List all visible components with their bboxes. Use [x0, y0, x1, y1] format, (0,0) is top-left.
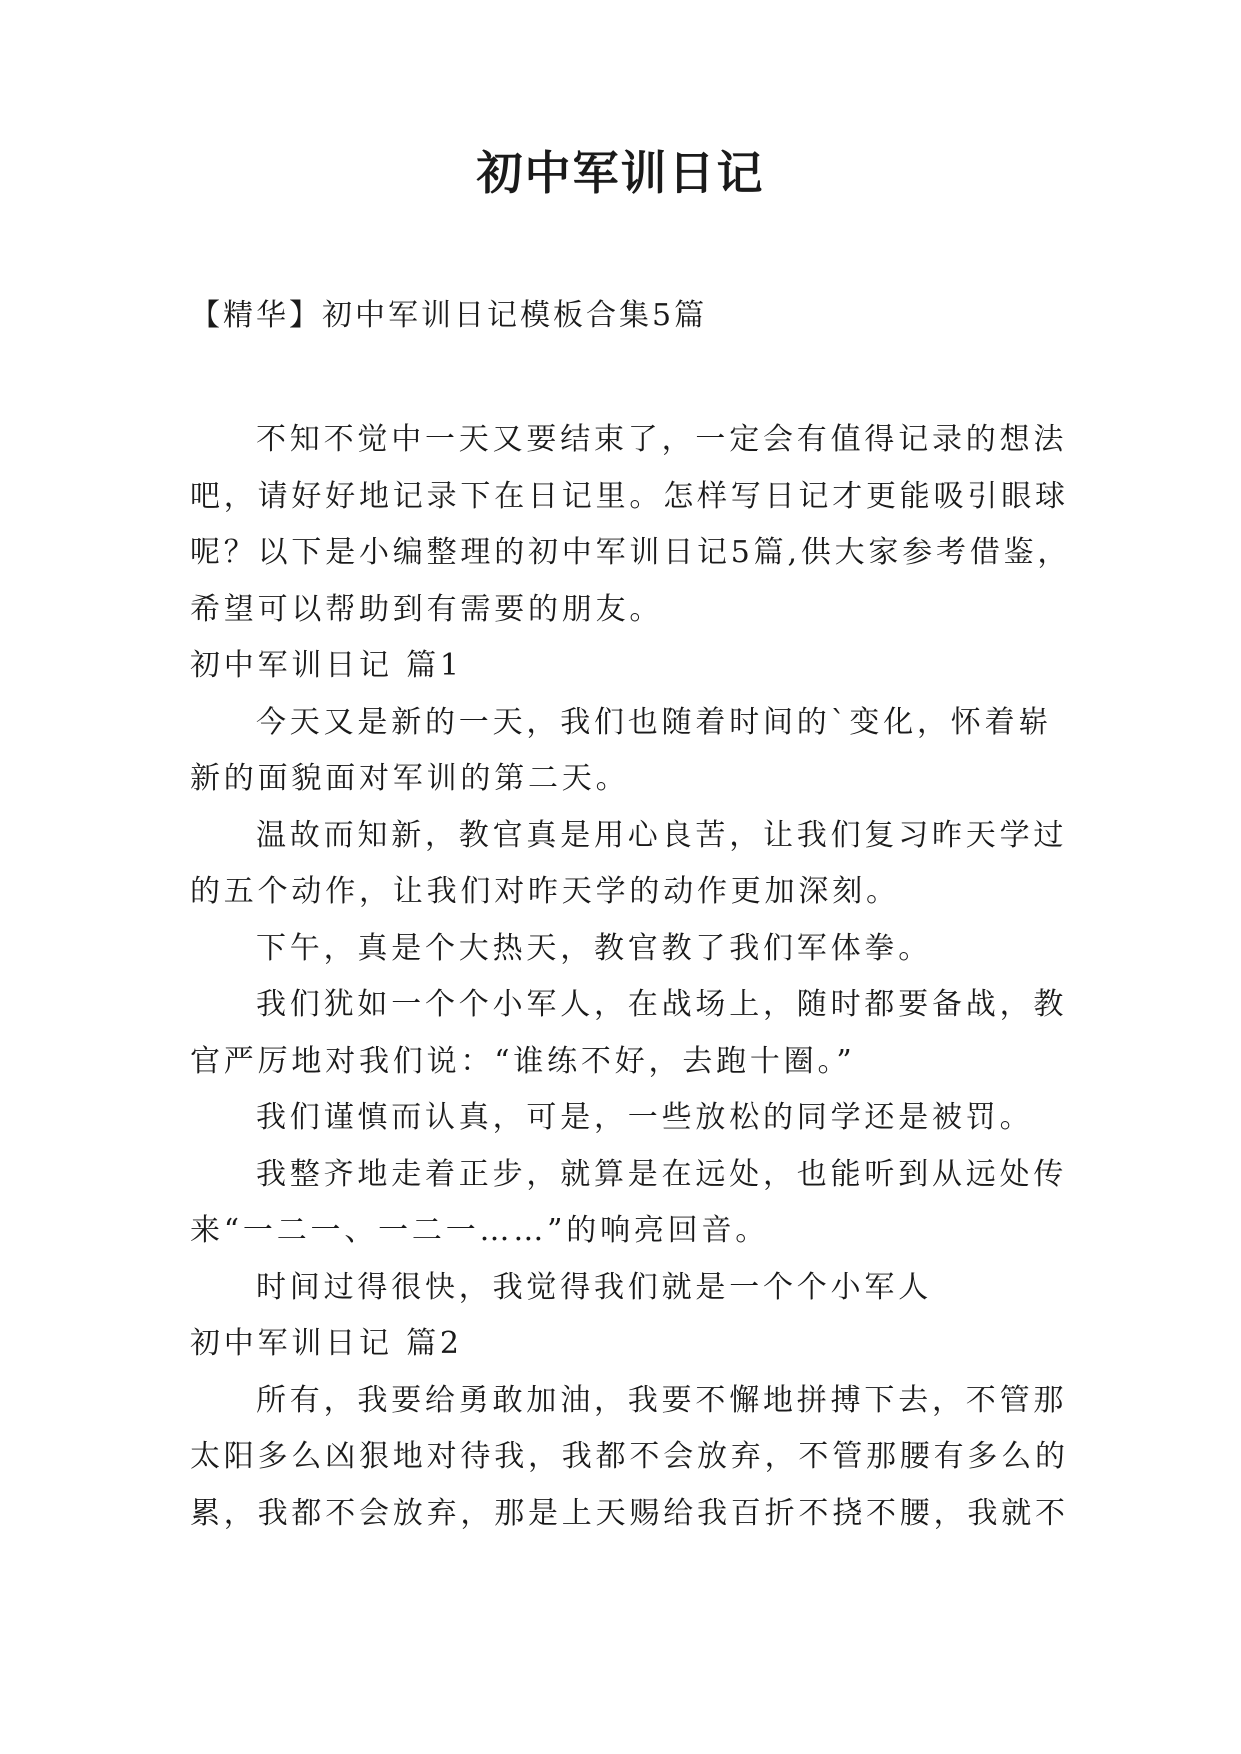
paragraph-line: 官严厉地对我们说：“谁练不好，去跑十圈。” — [190, 1043, 856, 1079]
paragraph-line: 吧，请好好地记录下在日记里。怎样写日记才更能吸引眼球 — [190, 478, 1069, 514]
document-subtitle: 【精华】初中军训日记模板合集5篇 — [190, 298, 708, 333]
paragraph-line: 累，我都不会放弃，那是上天赐给我百折不挠不腰，我就不 — [190, 1495, 1069, 1531]
paragraph-line: 所有，我要给勇敢加油，我要不懈地拼搏下去，不管那 — [256, 1382, 1068, 1418]
document-body — [190, 412, 1072, 1542]
paragraph-line: 来“一二一、一二一……”的响亮回音。 — [190, 1213, 770, 1248]
section-heading: 初中军训日记 篇2 — [190, 1326, 463, 1361]
paragraph-line: 的五个动作，让我们对昨天学的动作更加深刻。 — [190, 874, 900, 909]
paragraph-line: 呢？以下是小编整理的初中军训日记5篇,供大家参考借鉴， — [190, 535, 1072, 570]
section-heading: 初中军训日记 篇1 — [190, 648, 463, 683]
document-title: 初中军训日记 — [476, 146, 765, 200]
paragraph-line: 我们犹如一个个小军人，在战场上，随时都要备战，教 — [256, 987, 1068, 1022]
paragraph-line: 不知不觉中一天又要结束了，一定会有值得记录的想法 — [256, 422, 1068, 457]
paragraph-line: 太阳多么凶狠地对待我，我都不会放弃，不管那腰有多么的 — [190, 1439, 1069, 1474]
paragraph-line: 我整齐地走着正步，就算是在远处，也能听到从远处传 — [256, 1156, 1068, 1192]
paragraph-line: 希望可以帮助到有需要的朋友。 — [190, 591, 664, 627]
paragraph-line: 温故而知新，教官真是用心良苦，让我们复习昨天学过 — [256, 817, 1068, 853]
paragraph-line: 下午，真是个大热天，教官教了我们军体拳。 — [256, 930, 932, 966]
paragraph-line: 新的面貌面对军训的第二天。 — [190, 761, 630, 796]
paragraph-line: 时间过得很快，我觉得我们就是一个个小军人 — [256, 1269, 932, 1305]
paragraph-line: 我们谨慎而认真，可是，一些放松的同学还是被罚。 — [256, 1100, 1034, 1135]
paragraph-line: 今天又是新的一天，我们也随着时间的`变化，怀着崭 — [256, 704, 1053, 740]
